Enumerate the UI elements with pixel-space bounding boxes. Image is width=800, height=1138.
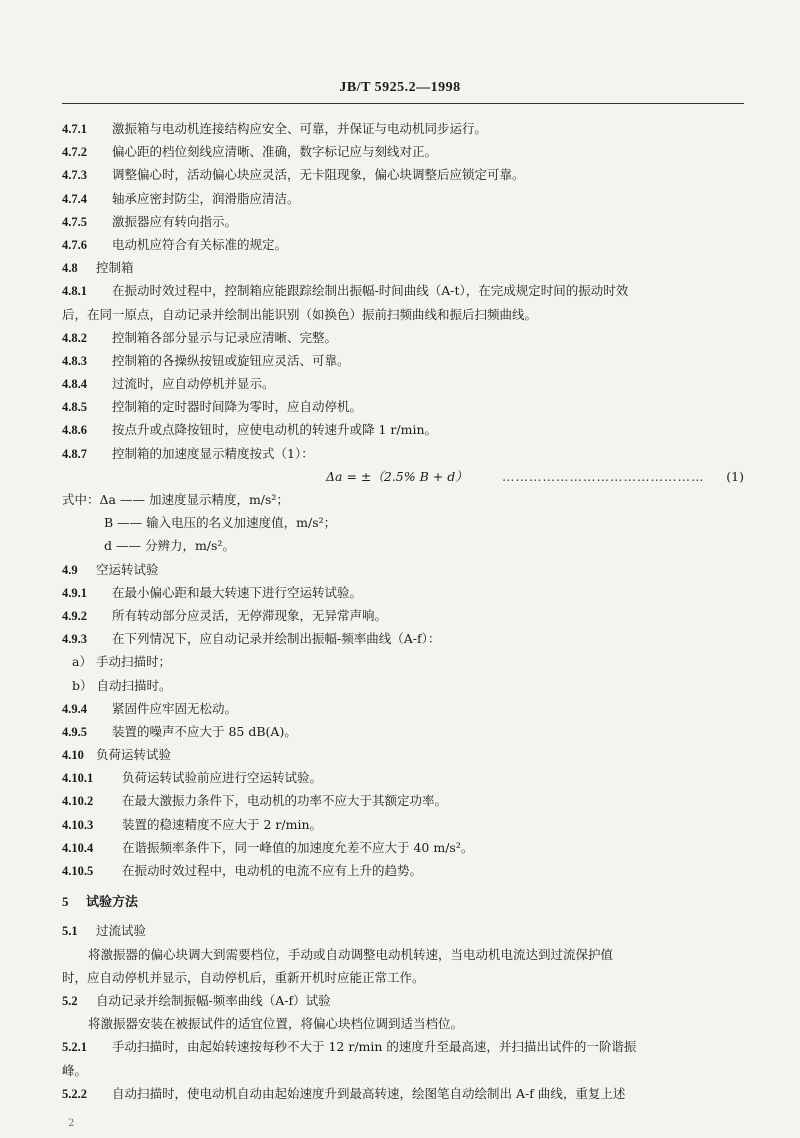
formula-number: (1)	[726, 468, 744, 484]
section-4-8-heading: 4.8 控制箱	[62, 260, 134, 276]
section-4-10-heading: 4.10 负荷运转试验	[62, 747, 172, 763]
clause-4-8-1: 4.8.1 在振动时效过程中，控制箱应能跟踪绘制出振幅-时间曲线（A-t），在完成规定时间的振动时效	[62, 283, 629, 299]
section-5-2-para: 将激振器安装在被振试件的适宜位置，将偏心块档位调到适当档位。	[88, 1016, 464, 1032]
document-header: JB/T 5925.2—1998	[339, 80, 461, 95]
clause-5-2-2: 5.2.2 自动扫描时，使电动机自动由起始速度升到最高转速，绘图笔自动绘制出 A-f 曲线，重复上述	[62, 1085, 626, 1101]
symbol-def-1: 式中：Δa —— 加速度显示精度，m/s²；	[62, 492, 289, 507]
clause-4-10-1: 4.10.1 负荷运转试验前应进行空运转试验。	[62, 770, 323, 786]
section-5-1-heading: 5.1 过流试验	[62, 923, 147, 939]
section-5-heading: 5 试验方法	[62, 894, 139, 911]
clause-4-9-2: 4.9.2 所有转动部分应灵活，无停滞现象，无异常声响。	[62, 607, 388, 623]
clause-4-9-3: 4.9.3 在下列情况下，应自动记录并绘制出振幅-频率曲线（A-f）：	[62, 631, 441, 647]
clause-4-7-5: 4.7.5 激振器应有转向指示。	[62, 213, 238, 229]
clause-4-10-4: 4.10.4 在谐振频率条件下，同一峰值的加速度允差不应大于 40 m/s²。	[62, 839, 474, 855]
sub-item-a: a） 手动扫描时；	[72, 654, 171, 670]
clause-5-2-1: 5.2.1 手动扫描时，由起始转速按每秒不大于 12 r/min 的速度升至最高速，并扫描出试件的一阶谐振	[62, 1039, 637, 1055]
clause-4-8-7: 4.8.7 控制箱的加速度显示精度按式（1）：	[62, 445, 314, 461]
clause-4-9-4: 4.9.4 紧固件应牢固无松动。	[62, 700, 238, 716]
page-mark: 2	[68, 1118, 75, 1129]
clause-4-9-1: 4.9.1 在最小偏心距和最大转速下进行空运转试验。	[62, 584, 363, 600]
clause-4-8-6: 4.8.6 按点升或点降按钮时，应使电动机的转速升或降 1 r/min。	[62, 422, 437, 438]
symbol-def-3: d —— 分辨力，m/s²。	[104, 538, 235, 554]
formula-leader-dots: ………………………………………	[502, 468, 705, 484]
section-5-1-para: 将激振器的偏心块调大到需要档位，手动或自动调整电动机转速，当电动机电流达到过流保护值	[88, 946, 614, 962]
clause-4-8-5: 4.8.5 控制箱的定时器时间降为零时，应自动停机。	[62, 399, 363, 415]
document-body	[62, 117, 746, 1105]
section-5-2-heading: 5.2 自动记录并绘制振幅-频率曲线（A-f）试验	[62, 992, 331, 1008]
formula-1	[62, 465, 746, 488]
sub-item-b: b） 自动扫描时。	[72, 677, 172, 693]
clause-4-7-4: 4.7.4 轴承应密封防尘，润滑脂应清洁。	[62, 190, 300, 206]
clause-5-2-1-cont: 峰。	[62, 1062, 88, 1078]
clause-4-9-5: 4.9.5 装置的噪声不应大于 85 dB(A)。	[62, 723, 297, 739]
clause-4-10-3: 4.10.3 装置的稳速精度不应大于 2 r/min。	[62, 816, 322, 832]
symbol-definitions	[62, 488, 746, 558]
clause-4-8-3: 4.8.3 控制箱的各操纵按钮或旋钮应灵活、可靠。	[62, 352, 350, 368]
clause-4-10-5: 4.10.5 在振动时效过程中，电动机的电流不应有上升的趋势。	[62, 863, 423, 878]
clause-4-8-1-cont: 后，在同一原点，自动记录并绘制出能识别（如换色）振前扫频曲线和振后扫频曲线。	[62, 306, 538, 322]
clause-4-7-2: 4.7.2 偏心距的档位刻线应清晰、准确，数字标记应与刻线对正。	[62, 144, 438, 160]
clause-4-8-2: 4.8.2 控制箱各部分显示与记录应清晰、完整。	[62, 329, 338, 345]
formula-expression: Δa = ±（2.5% B + d）	[326, 468, 468, 484]
symbol-def-2: B —— 输入电压的名义加速度值，m/s²；	[104, 515, 337, 531]
section-4-9-heading: 4.9 空运转试验	[62, 561, 159, 577]
clause-4-8-4: 4.8.4 过流时，应自动停机并显示。	[62, 376, 275, 392]
clause-4-7-3: 4.7.3 调整偏心时，活动偏心块应灵活，无卡阻现象，偏心块调整后应锁定可靠。	[62, 167, 525, 183]
clause-4-10-2: 4.10.2 在最大激振力条件下，电动机的功率不应大于其额定功率。	[62, 793, 448, 809]
section-5-1-para-cont: 时，应自动停机并显示，自动停机后，重新开机时应能正常工作。	[62, 969, 425, 985]
clause-4-7-1: 4.7.1 激振箱与电动机连接结构应安全、可靠，并保证与电动机同步运行。	[62, 121, 488, 136]
header-rule	[62, 103, 744, 104]
clause-4-7-6: 4.7.6 电动机应符合有关标准的规定。	[62, 236, 288, 252]
